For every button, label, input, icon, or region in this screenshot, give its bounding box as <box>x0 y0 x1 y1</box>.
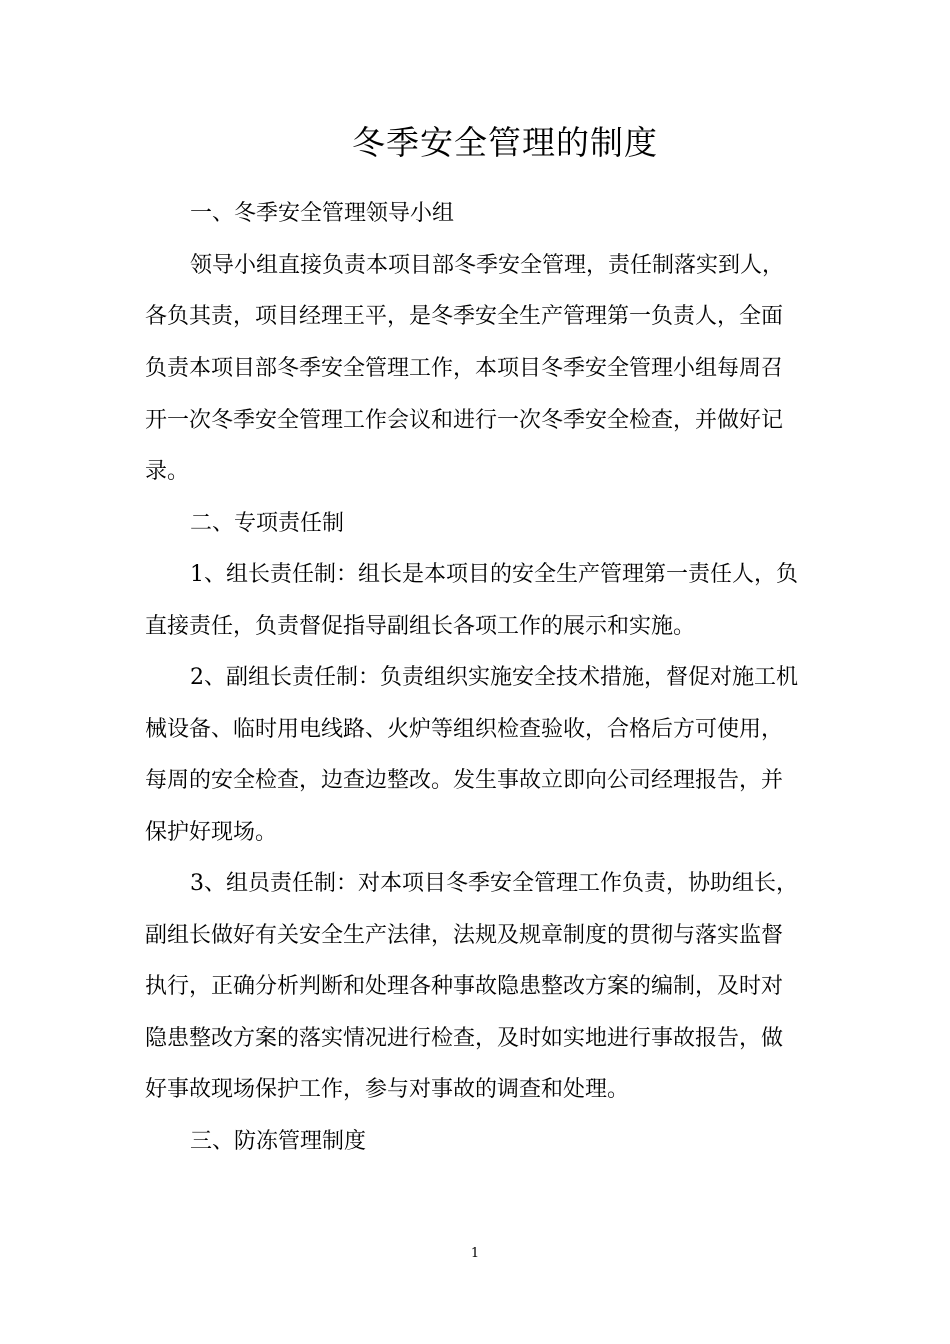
section3-heading: 三、防冻管理制度 <box>190 1129 367 1154</box>
item2-first-line <box>190 662 860 694</box>
item3-line: 好事故现场保护工作，参与对事故的调查和处理。 <box>145 1077 630 1102</box>
item2-line: 械设备、临时用电线路、火炉等组织检查验收，合格后方可使用， <box>145 717 784 742</box>
item2-number: 2 <box>190 665 204 690</box>
item3-line: 副组长做好有关安全生产法律，法规及规章制度的贯彻与落实监督 <box>145 923 784 948</box>
item3-text: 、组员责任制：对本项目冬季安全管理工作负责，协助组长， <box>204 871 799 896</box>
section2-heading: 二、专项责任制 <box>190 511 345 536</box>
section1-line: 各负其责，项目经理王平，是冬季安全生产管理第一负责人，全面 <box>145 304 784 329</box>
section1-line: 领导小组直接负责本项目部冬季安全管理，责任制落实到人， <box>190 253 785 278</box>
item3-line: 隐患整改方案的落实情况进行检查，及时如实地进行事故报告，做 <box>145 1026 784 1051</box>
page-number: 1 <box>470 1246 480 1261</box>
item1-line: 直接责任，负责督促指导副组长各项工作的展示和实施。 <box>145 614 696 639</box>
item3-first-line <box>190 868 860 900</box>
item3-number: 3 <box>190 871 204 896</box>
document-title: 冬季安全管理的制度 <box>352 123 658 162</box>
section1-line: 负责本项目部冬季安全管理工作，本项目冬季安全管理小组每周召 <box>145 356 784 381</box>
item2-line: 保护好现场。 <box>145 820 278 845</box>
item1-number: 1 <box>190 562 204 587</box>
item2-line: 每周的安全检查，边查边整改。发生事故立即向公司经理报告，并 <box>145 768 784 793</box>
item1-text: 、组长责任制：组长是本项目的安全生产管理第一责任人，负 <box>204 562 799 587</box>
item2-text: 、副组长责任制：负责组织实施安全技术措施，督促对施工机 <box>204 665 799 690</box>
section1-heading: 一、冬季安全管理领导小组 <box>190 201 455 226</box>
section1-line: 开一次冬季安全管理工作会议和进行一次冬季安全检查，并做好记 <box>145 408 784 433</box>
item3-line: 执行，正确分析判断和处理各种事故隐患整改方案的编制，及时对 <box>145 974 784 999</box>
section1-line: 录。 <box>145 459 190 484</box>
item1-first-line <box>190 559 860 591</box>
